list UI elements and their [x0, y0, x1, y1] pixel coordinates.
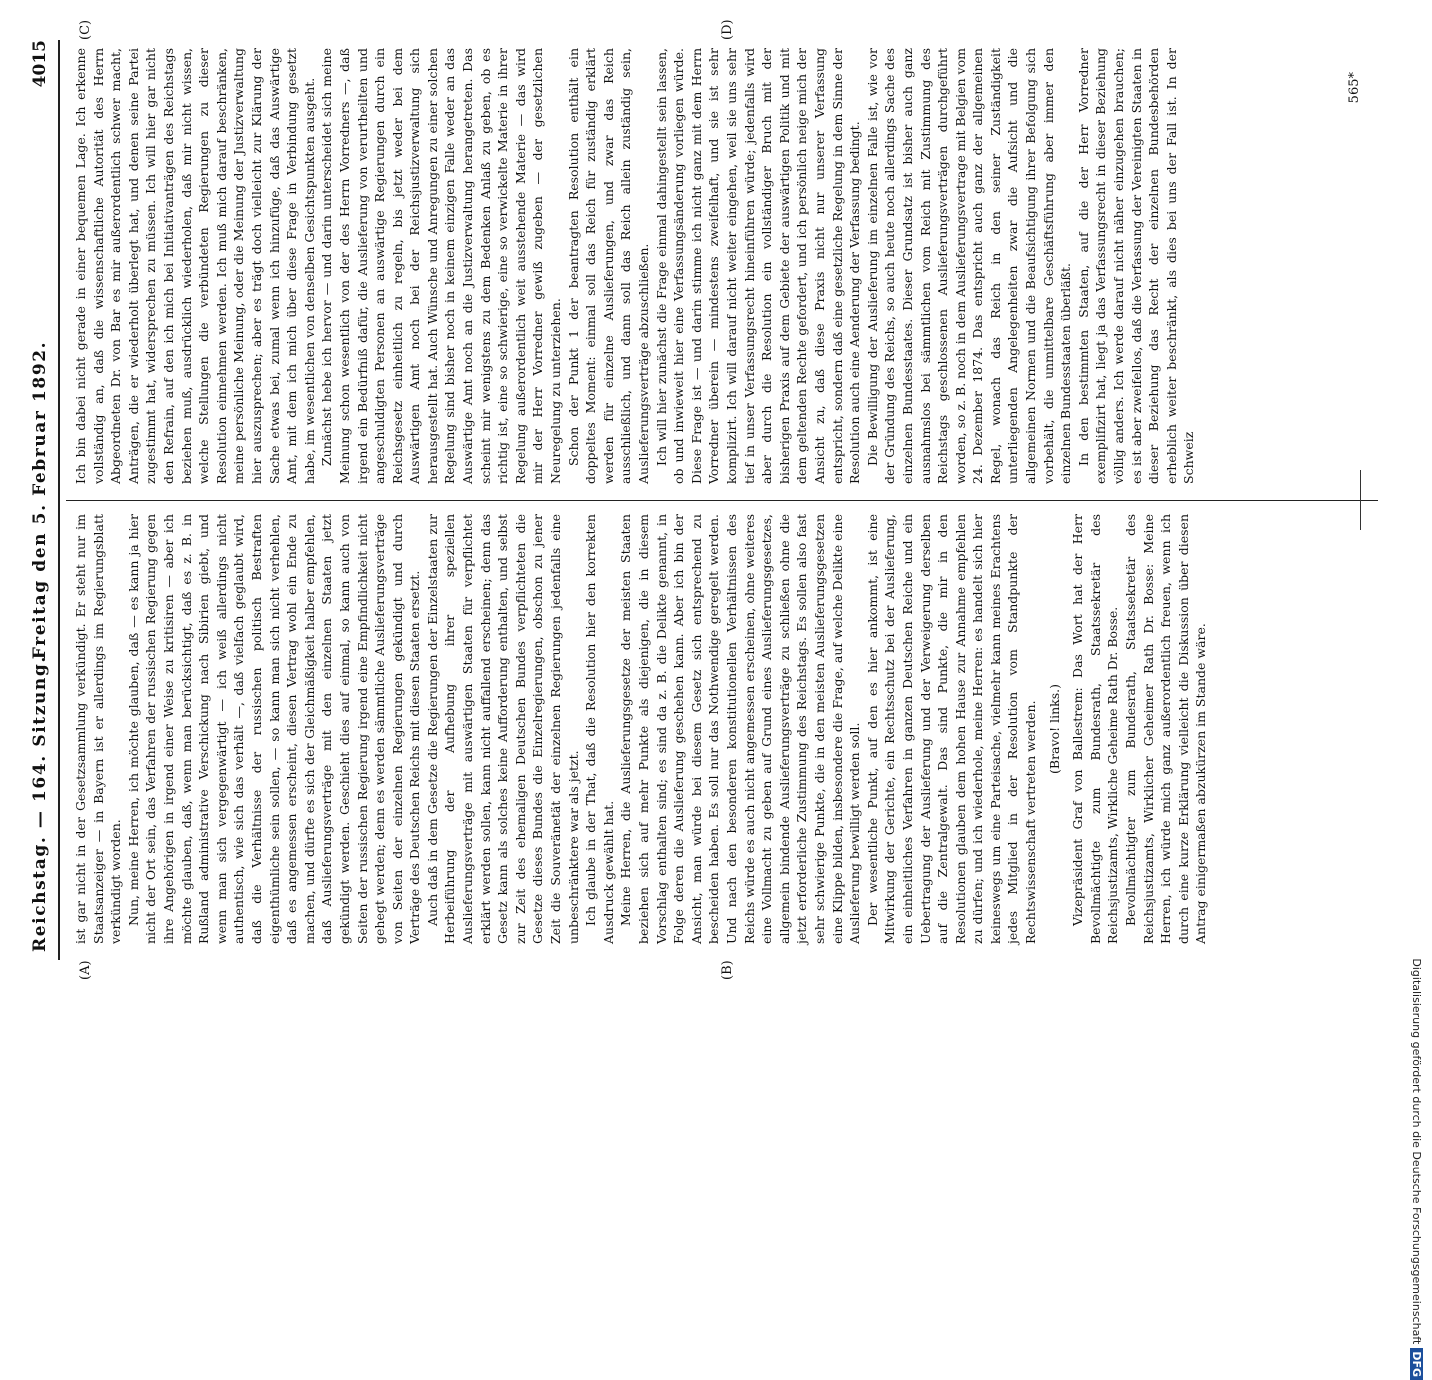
paragraph: Ich will hier zunächst die Frage einmal dahingestellt sein lassen, ob und inwieweit hier eine Verfassungsänderung vorliegen würde. Diese Frage ist — und darin stimme ich nicht ganz mit dem Herrn Vorredner überein — mindestens zweifelhaft, und sie ist sehr komplizirt. Ich will darauf nicht weiter eingehen, weil sie uns sehr tief in unser Verfassungsrecht hineinführen würde; jedenfalls wird aber durch die Resolution ein vollständiger Bruch mit der bisherigen Praxis auf dem Gebiete der auswärtigen Politik und mit dem geltenden Rechte gefordert, und ich persönlich neige mich der Ansicht zu, daß diese Praxis nicht nur unserer Verfassung entspricht, sondern daß eine gesetzliche Regelung in dem Sinne der Resolution auch eine Aenderung der Verfassung bedingt.: [653, 48, 863, 484]
applause-note: (Bravo! links.): [1046, 684, 1062, 774]
header-date: Freitag den 5. Februar 1892.: [30, 340, 50, 660]
signature-number: 565*: [1347, 72, 1362, 104]
margin-mark-d: (D): [720, 19, 735, 40]
paragraph: Meine Herren, die Auslieferungsgesetze der meisten Staaten beziehen sich auf mehr Punkte als diejenigen, die in diesem Vorschlag enthalten sind; es sind da z. B. die Delikte genannt, in Folge deren die Auslieferung geschehen kann. Aber ich bin der Ansicht, man würde bei diesem Gesetz sich entsprechend zu bescheiden haben. Es soll nur das Nothwendige geregelt werden. Und nach den besonderen konstitutionellen Verhältnissen des Reichs würde es auch nicht angemessen erscheinen, ohne weiteres eine Vollmacht zu geben auf Grund eines Auslieferungsgesetzes, allgemein bindende Auslieferungsverträge zu schließen ohne die jetzt erforderliche Zustimmung des Reichstags. Es sollen also fast sehr schwierige Punkte, die in den meisten Auslieferungsgesetzen eine Klippe bilden, insbesondere die Frage, auf welche Delikte eine Auslieferung bewilligt werden soll.: [618, 514, 863, 944]
margin-mark-a: (A): [78, 960, 93, 980]
header-page-number: 4015: [30, 40, 50, 88]
dfg-credit-text: Digitalisierung gefördert durch die Deutsche Forschungsgemeinschaft: [1410, 958, 1423, 1345]
paragraph: In den bestimmten Staaten, auf die der Herr Vorredner exemplifizirt hat, liegt ja das Verfassungsrecht in dieser Beziehung völlig anders. Ich werde darauf nicht näher einzugehen brauchen; es ist aber zweifellos, daß die Verfassung der Vereinigten Staaten in dieser Beziehung das Recht der einzelnen Bundesbehörden erheblich weiter beschränkt, als dies bei uns der Fall ist. In der Schweiz: [1075, 48, 1197, 484]
paragraph: Ich bin dabei nicht gerade in einer bequemen Lage. Ich erkenne vollständig an, daß die wissenschaftliche Autorität des Herrn Abgeordneten Dr. von Bar es mir außerordentlich schwer macht, Anträgen, die er wiederholt überlegt hat, und denen seine Partei zugestimmt hat, widersprechen zu müssen. Ich will hier gar nicht den Refrain, auf den ich mich bei Initiativanträgen des Reichstags beziehen muß, ausdrücklich wiederholen, daß mir nicht wissen, welche Stellungen die verbündeten Regierungen zu dieser Resolution einnehmen werden. Ich muß mich darauf beschränken, meine persönliche Meinung, oder die Meinung der Justizverwaltung hier auszusprechen; aber es trägt doch vielleicht zur Klärung der Sache etwas bei, zumal wenn ich hinzufüge, daß das Auswärtige Amt, mit dem ich mich über diese Frage in Verbindung gesetzt habe, im wesentlichen von denselben Gesichtspunkten ausgeht.: [73, 48, 317, 484]
left-column: [72, 514, 1210, 944]
paragraph: Der wesentliche Punkt, auf den es hier ankommt, ist eine Mitwirkung der Gerichte, ein Rechtsschutz bei der Auslieferung, ein einheitliches Verfahren in ganzen Deutschen Reiche und ein Uebertragung der Auslieferung und der Verweigerung derselben auf die Zentralgewalt. Das sind Punkte, die mir in den Resolutionen glauben dem hohen Hause zur Annahme empfehlen zu dürfen; und ich wiederhole, meine Herren: es handelt sich hier keineswegs um eine Parteisache, vielmehr kann meines Erachtens jedes Mitglied in der Resolution vom Standpunkte der Rechtswissenschaft vertreten werden.: [864, 514, 1039, 944]
paragraph: Auch daß in dem Gesetze die Regierungen der Einzelstaaten zur Herbeiführung der Aufhebung ihrer speziellen Auslieferungsverträge mit auswärtigen Staaten für verpflichtet erklärt werden sollen, kann nicht auffallend erscheinen; denn das Gesetz kann als solches keine Aufforderung enthalten, und selbst zur Zeit des ehemaligen Deutschen Bundes verpflichteten die Gesetze dieses Bundes die Einzelregierungen, obschon zu jener Zeit die Souveränetät der einzelnen Regierungen jedenfalls eine unbeschränktere war als jetzt.: [424, 514, 581, 944]
margin-mark-c: (C): [78, 19, 93, 40]
paragraph: Schon der Punkt 1 der beantragten Resolution enthält ein doppeltes Moment: einmal soll das Reich für zuständig erklärt werden für einzelne Auslieferungen, und zwar das Reich ausschließlich, und dann soll das Reich allein zuständig sein, Auslieferungsverträge abzuschließen.: [565, 48, 651, 484]
header-session: Reichstag. — 164. Sitzung.: [30, 655, 50, 952]
column-divider: [66, 500, 1378, 501]
dfg-credit: [1406, 60, 1426, 1380]
speaker-paragraph: Bevollmächtigter zum Bundesrath, Staatssekretär des Reichsjustizamts, Wirklicher Geheimer Rath Dr. Bosse: Meine Herren, ich würde mich ganz außerordentlich freuen, wenn ich durch eine kurze Erklärung vielleicht die Diskussion über diesen Antrag einigermaßen abzukürzen im Stande wäre.: [1123, 514, 1209, 944]
paragraph: ist gar nicht in der Gesetzsammlung verkündigt. Er steht nur im Staatsanzeiger — in Bayern ist er allerdings im Regierungsblatt verkündigt worden.: [73, 514, 124, 944]
paragraph: Zunächst hebe ich hervor — und darin unterscheidet sich meine Meinung schon wesentlich von der des Herrn Vorredners —, daß irgend ein Bedürfniß dafür, die Auslieferung von verurtheilten und angeschuldigten Personen an auswärtige Regierungen durch ein Reichsgesetz einheitlich zu regeln, bis jetzt weder bei dem Auswärtigen Amt noch bei der Reichsjustizverwaltung sich herausgestellt hat. Auch Wünsche und Anregungen zu einer solchen Regelung sind bisher noch in keinem einzigen Falle weder an das Auswärtige Amt noch an die Justizverwaltung herangetreten. Das scheint mir wenigstens zu dem Bedenken Anlaß zu geben, ob es richtig ist, eine so schwierige, eine so verwickelte Materie in ihrer Regelung außerordentlich weit ausstehende Materie — das wird mir der Herr Vorredner gewiß zugeben — der gesetzlichen Neuregelung zu unterziehen.: [319, 48, 564, 484]
header-rule: [58, 40, 60, 960]
right-column: [72, 48, 1198, 484]
paragraph: Ich glaube in der That, daß die Resolution hier den korrekten Ausdruck gewählt hat.: [583, 514, 616, 944]
dfg-logo: DFG: [1410, 1348, 1423, 1380]
speaker-paragraph: Vizepräsident Graf von Ballestrem: Das Wort hat der Herr Bevollmächtigte zum Bundesrath, Staatssekretär des Reichsjustizamts, Wirkliche Geheime Rath Dr. Bosse.: [1070, 514, 1121, 944]
cut-line: [1360, 470, 1361, 530]
paragraph: Nun, meine Herren, ich möchte glauben, daß — es kann ja hier nicht der Ort sein, das Verfahren der russischen Regierung gegen ihre Angehörigen in irgend einer Weise zu kritisiren — aber ich möchte glauben, daß, wenn man berücksichtigt, daß es z. B. in Rußland administrative Verschickung nach Sibirien giebt, und wenn man sich vergegenwärtigt — ich weiß allerdings nicht authentisch, wie sich das verhält —, daß vielfach geglaubt wird, daß die Verhältnisse der russischen politisch Bestraften eigenthümliche sein sollen, — so kann man sich nicht verhehlen, daß es angemessen erscheint, diesen Vertrag wohl ein Ende zu machen, und dürfte es sich der Gleichmäßigkeit halber empfehlen, daß Auslieferungsverträge mit den einzelnen Staaten jetzt gekündigt werden. Geschieht dies auf einmal, so kann auch von Seiten der russischen Regierung irgend eine Empfindlichkeit nicht gehegt werden; denn es werden sämmtliche Auslieferungsverträge von Seiten der einzelnen Regierungen gekündigt und durch Verträge des Deutschen Reichs mit diesen Staaten ersetzt.: [125, 514, 423, 944]
margin-mark-b: (B): [720, 960, 735, 980]
paragraph: Die Bewilligung der Auslieferung im einzelnen Falle ist, wie vor der Gründung des Reichs, so auch heute noch allerdings Sache des einzelnen Bundesstaates. Dieser Grundsatz ist bisher auch ganz ausnahmslos bei sämmtlichen vom Reich mit Zustimmung des Reichstags geschlossenen Auslieferungsverträgen durchgeführt worden, so z. B. noch in dem Auslieferungsvertrage mit Belgien vom 24. Dezember 1874. Das entspricht auch ganz der allgemeinen Regel, wonach das Reich in den seiner Zuständigkeit unterliegenden Angelegenheiten zwar die Aufsicht und die allgemeinen Normen und die Beaufsichtigung ihrer Befolgung sich vorbehält, die unmittelbare Geschäftsführung aber immer den einzelnen Bundesstaaten überläßt.: [864, 48, 1074, 484]
